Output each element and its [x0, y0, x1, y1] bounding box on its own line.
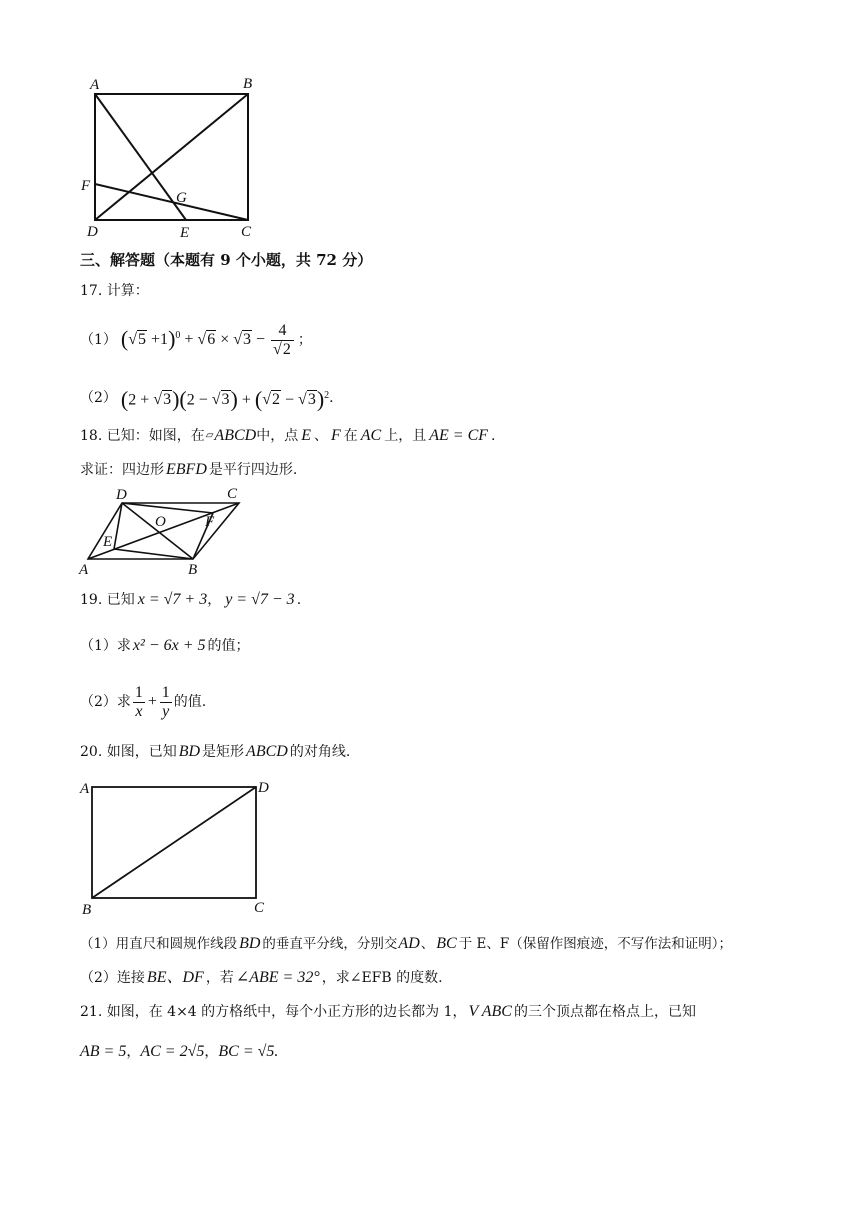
- q20-p2-angle: ∠ABE = 32°: [235, 969, 320, 986]
- q19-p1-expr: x² − 6x + 5: [132, 637, 206, 654]
- q21-text-b: 的三个顶点都在格点上，已知: [513, 1004, 696, 1020]
- q19-text-a: 19. 已知: [80, 592, 135, 608]
- section-title: 三、解答题（本题有 9 个小题，共 72 分）: [80, 251, 373, 269]
- label-D: D: [116, 487, 127, 503]
- label-A: A: [90, 77, 100, 93]
- label-O: O: [155, 514, 166, 530]
- q18-text-a: 18. 已知：如图，在: [80, 428, 205, 444]
- q17-p2-label: （2）: [80, 390, 117, 406]
- q20-abcd: ABCD: [246, 743, 288, 760]
- q20-p1-bd: BD: [239, 935, 261, 952]
- q18-dot: .: [491, 428, 496, 444]
- label-B: B: [188, 562, 198, 578]
- q21-ab: AB = 5: [80, 1043, 127, 1060]
- q20-p1-ad: AD: [398, 935, 420, 952]
- q18-eq: AE = CF: [429, 427, 489, 444]
- q21-ac: AC = 2√5: [140, 1043, 205, 1060]
- label-D: D: [258, 780, 269, 796]
- q18-ebfd: EBFD: [166, 461, 207, 478]
- q21-line2: AB = 5 ， AC = 2√5 ， BC = √5.: [80, 1043, 279, 1060]
- q20-p1-a: （1）用直尺和圆规作线段: [80, 936, 238, 952]
- q20-p2-b: ，若: [205, 970, 234, 986]
- q18-text-b: 中，点: [256, 428, 299, 444]
- q17-p1-expr: $(√5 +1)^0 + √6 \times √3$ − $\frac{4}{√2}$: [121, 322, 296, 359]
- label-A: A: [80, 781, 90, 797]
- label-F: F: [205, 514, 215, 530]
- q20-p2-c: ，求∠EFB 的度数.: [321, 970, 443, 986]
- q20-text-c: 的对角线.: [289, 744, 351, 760]
- label-G: G: [176, 190, 187, 206]
- q21-text-a: 21. 如图，在 4×4 的方格纸中，每个小正方形的边长都为 1，: [80, 1004, 467, 1020]
- q20-text-a: 20. 如图，已知: [80, 744, 177, 760]
- q19-y-eq: y = √7 − 3: [225, 591, 295, 608]
- label-C: C: [254, 900, 265, 916]
- q20-p2-be: BE、DF: [146, 969, 204, 986]
- parallelogram-symbol: ▱: [205, 430, 214, 441]
- q17-p1-end: ；: [297, 332, 312, 348]
- label-E: E: [103, 534, 113, 550]
- q17-stem: 17. 计算：: [80, 283, 149, 299]
- q20-bd: BD: [178, 743, 201, 760]
- q19-p1-label: （1）求: [80, 638, 131, 654]
- q21-tri: V ABC: [468, 1003, 512, 1020]
- q20-p1-b: 的垂直平分线，分别交: [262, 936, 398, 952]
- q21-bc: BC = √5.: [218, 1043, 279, 1060]
- label-B: B: [82, 902, 92, 918]
- label-C: C: [241, 224, 252, 240]
- q20-p1-bc: BC: [436, 935, 457, 952]
- q18-text-e: 是平行四边形.: [208, 462, 298, 478]
- q18-ac: AC: [360, 427, 382, 444]
- q19-p1-post: 的值；: [207, 638, 250, 654]
- q19-p2-post: 的值.: [173, 694, 207, 710]
- q17-p1-label: （1）: [80, 332, 117, 348]
- q20-p2-a: （2）连接: [80, 970, 145, 986]
- q18-text-d: 求证：四边形: [80, 462, 164, 478]
- label-F: F: [81, 178, 91, 194]
- label-D: D: [87, 224, 98, 240]
- label-A: A: [79, 562, 89, 578]
- label-C: C: [227, 486, 238, 502]
- diagonal-BD: [92, 787, 256, 898]
- q20-p1-c: 于 E、F（保留作图痕迹，不写作法和证明）；: [458, 936, 732, 952]
- q18-e: E: [301, 427, 311, 444]
- q18-sep: 、: [313, 428, 328, 444]
- q19-x-eq: x = √7 + 3: [137, 591, 208, 608]
- q19-end: .: [296, 592, 302, 608]
- label-E: E: [180, 225, 190, 241]
- q18-text-c: 上，且: [384, 428, 427, 444]
- q20-part2: [80, 968, 443, 988]
- q20-p1-sep: 、: [420, 936, 435, 952]
- q17-p2-end: .: [329, 390, 334, 406]
- label-B: B: [243, 76, 253, 92]
- q18-f: F: [330, 427, 341, 444]
- q20-part1: [80, 934, 732, 954]
- q17-p2-expr: $(2 + √3)(2 - √3) + (√2 - √3)^2$: [120, 386, 330, 412]
- q19-p2-expr: $\frac{1}{x}$ + $\frac{1}{y}$: [134, 683, 170, 720]
- q20-text-b: 是矩形: [202, 744, 245, 760]
- q19-comma: ，: [207, 592, 222, 608]
- q21-line1: [80, 1002, 696, 1022]
- q18-abcd: ABCD: [214, 427, 257, 444]
- q18-on: 在: [343, 428, 358, 444]
- q19-p2-label: （2）求: [80, 694, 131, 710]
